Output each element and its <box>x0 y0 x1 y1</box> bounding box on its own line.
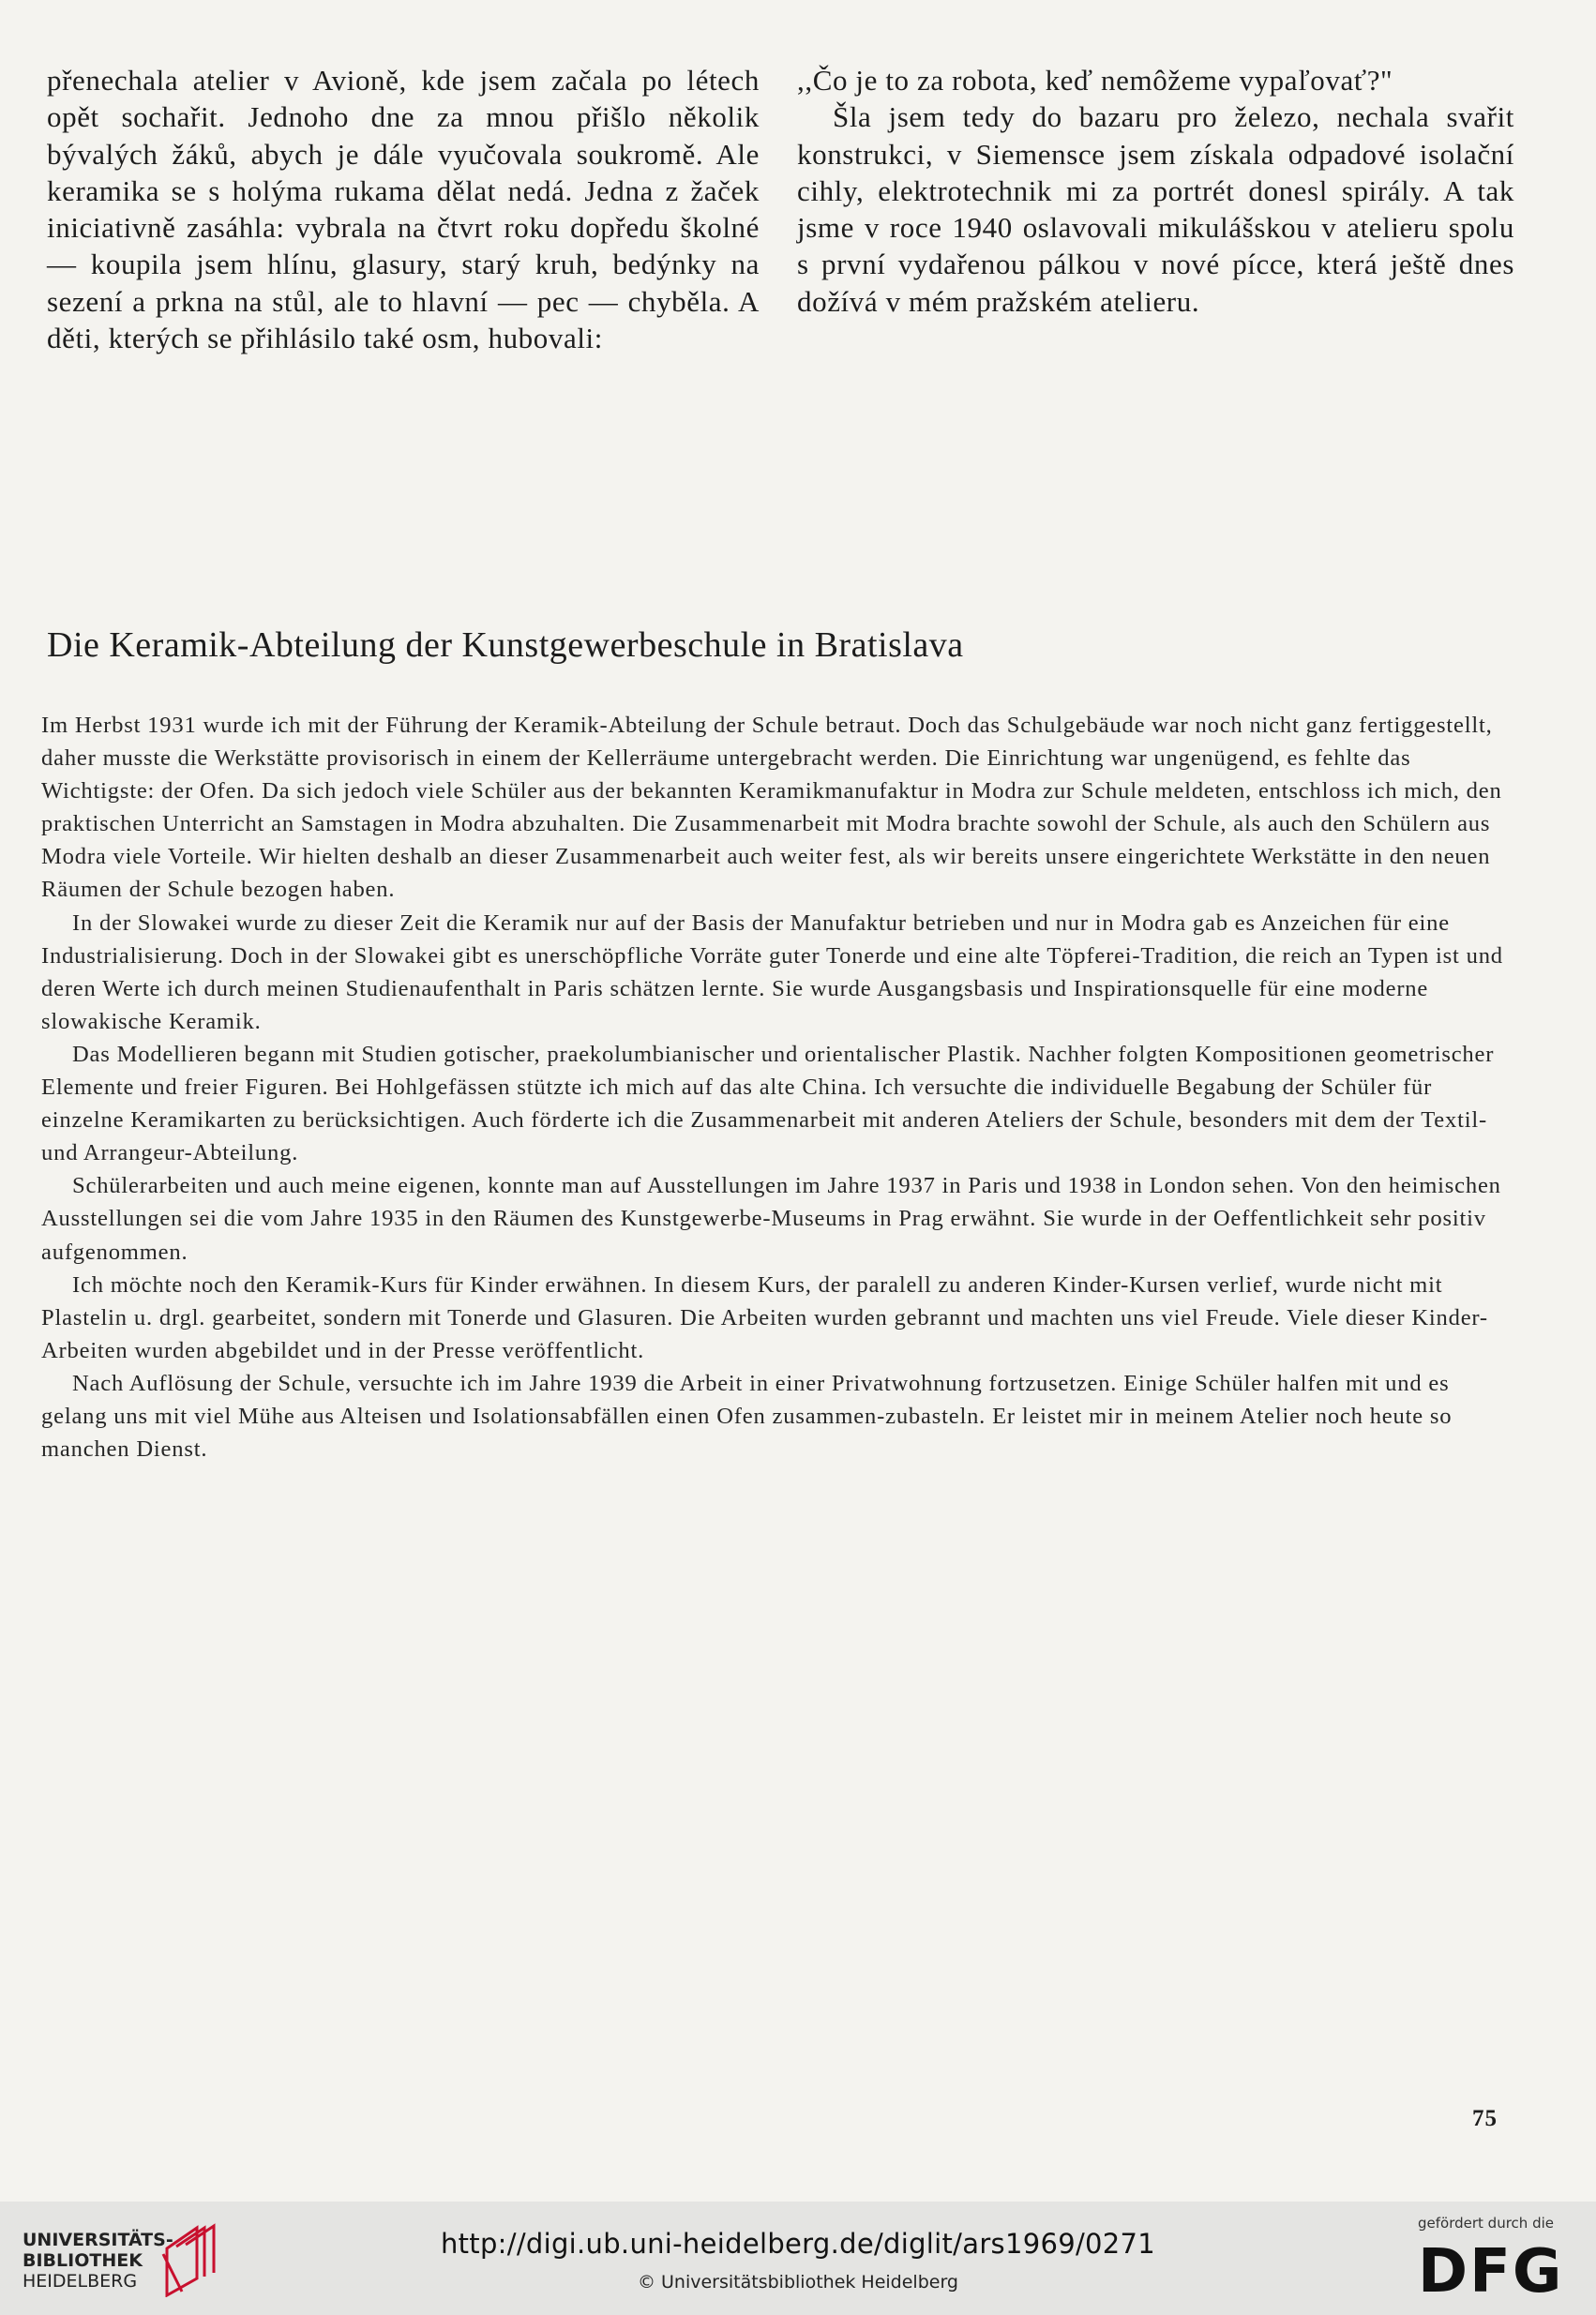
german-paragraph-2: In der Slowakei wurde zu dieser Zeit die Keramik nur auf der Basis der Manufaktur betrieben und nur in Modra gab es Anzeichen für eine Industrialisierung. Doch in der Slowakei gibt es unerschöpfliche Vorräte guter Tonerde und eine alte Töpferei-Tradition, die reich an Typen ist und deren Werte ich durch meinen Studienaufenthalt in Paris schätzen lernte. Sie wurde Ausgangsbasis und Inspirationsquelle für eine moderne slowakische Keramik. <box>41 909 1503 1034</box>
footer-url-link[interactable]: http://digi.ub.uni-heidelberg.de/diglit/ars1969/0271 <box>440 2228 1156 2260</box>
czech-column-left <box>47 62 760 356</box>
funding-caption: gefördert durch die <box>1418 2215 1554 2232</box>
dfg-logo-icon[interactable] <box>1416 2239 1575 2299</box>
german-paragraph-3: Das Modellieren begann mit Studien gotischer, praekolumbianischer und orientalischer Plastik. Nachher folgten Kompositionen geometrischer Elemente und freier Figuren. Bei Hohlgefässen stützte ich mich auf das alte China. Ich versuchte die individuelle Begabung der Schüler für einzelne Keramikarten zu berücksichtigen. Auch förderte ich die Zusammenarbeit mit anderen Ateliers der Schule, besonders mit dem der Textil- und Arrangeur-Abteilung. <box>41 1041 1495 1166</box>
library-name-line2: BIBLIOTHEK <box>23 2250 143 2271</box>
library-name-line1: UNIVERSITÄTS- <box>23 2230 173 2250</box>
section-title: Die Keramik-Abteilung der Kunstgewerbeschule in Bratislava <box>47 625 964 665</box>
page-number: 75 <box>1472 2106 1498 2131</box>
footer-copyright: © Universitätsbibliothek Heidelberg <box>637 2272 958 2292</box>
library-name-line3: HEIDELBERG <box>23 2271 138 2292</box>
german-paragraph-6: Nach Auflösung der Schule, versuchte ich im Jahre 1939 die Arbeit in einer Privatwohnung fortzusetzen. Einige Schüler halfen mit und es gelang uns mit viel Mühe aus Alteisen und Isolationsabfällen einen Ofen zusammen-zubasteln. Er leistet mir in meinem Atelier noch heute so manchen Dienst. <box>41 1370 1453 1463</box>
czech-paragraph: přenechala atelier v Avioně, kde jsem začala po létech opět sochařit. Jednoho dne za mnou přišlo několik bývalých žáků, abych je dále vyučovala soukromě. Ale keramika se s holýma rukama dělat nedá. Jedna z žaček iniciativně zasáhla: vybrala na čtvrt roku dopředu školné — koupila jsem hlínu, glasury, starý kruh, bedýnky na sezení a prkna na stůl, ale to hlavní — pec — chyběla. A děti, kterých se přihlásilo také osm, hubovali: <box>47 64 760 355</box>
german-paragraph-4: Schülerarbeiten und auch meine eigenen, konnte man auf Ausstellungen im Jahre 1937 in Paris und 1938 in London sehen. Von den heimischen Ausstellungen sei die vom Jahre 1935 in den Räumen des Kunstgewerbe-Museums in Prag erwähnt. Sie wurde in der Oeffentlichkeit sehr positiv aufgenommen. <box>41 1173 1501 1265</box>
footer-bar <box>0 2202 1596 2315</box>
dfg-logo-text: DFG <box>1418 2239 1564 2299</box>
german-paragraph-5: Ich möchte noch den Keramik-Kurs für Kinder erwähnen. In diesem Kurs, der paralell zu anderen Kinder-Kursen verlief, wurde nicht mit Plastelin u. drgl. gearbeitet, sondern mit Tonerde und Glasuren. Die Arbeiten wurden gebrannt und machten uns viel Freude. Viele dieser Kinder-Arbeiten wurden abgebildet und in der Presse veröffentlicht. <box>41 1271 1488 1363</box>
czech-paragraph: Šla jsem tedy do bazaru pro železo, nechala svařit konstrukci, v Siemensce jsem získala odpadové isolační cihly, elektrotechnik mi za portrét donesl spirály. A tak jsme v roce 1940 oslavovali mikulášskou v atelieru spolu s první vydařenou pálkou v nové pícce, která ještě dnes dožívá v mém pražském atelieru. <box>797 100 1514 318</box>
czech-quote: ,,Čo je to za robota, keď nemôžeme vypaľovať?" <box>797 64 1393 97</box>
german-paragraph-1: Im Herbst 1931 wurde ich mit der Führung der Keramik-Abteilung der Schule betraut. Doch das Schulgebäude war noch nicht ganz fertiggestellt, daher musste die Werkstätte provisorisch in einem der Kellerräume untergebracht werden. Die Einrichtung war ungenügend, es fehlte das Wichtigste: der Ofen. Da sich jedoch viele Schüler aus der bekannten Keramikmanufaktur in Modra zur Schule meldeten, entschloss ich mich, den praktischen Unterricht an Samstagen in Modra abzuhalten. Die Zusammenarbeit mit Modra brachte sowohl der Schule, als auch den Schülern aus Modra viele Vorteile. Wir hielten deshalb an dieser Zusammenarbeit auch weiter fest, als wir bereits unsere eingerichtete Werkstätte in den neuen Räumen der Schule bezogen haben. <box>41 713 1502 903</box>
czech-column-right <box>797 62 1514 320</box>
german-body-text <box>41 709 1513 1466</box>
